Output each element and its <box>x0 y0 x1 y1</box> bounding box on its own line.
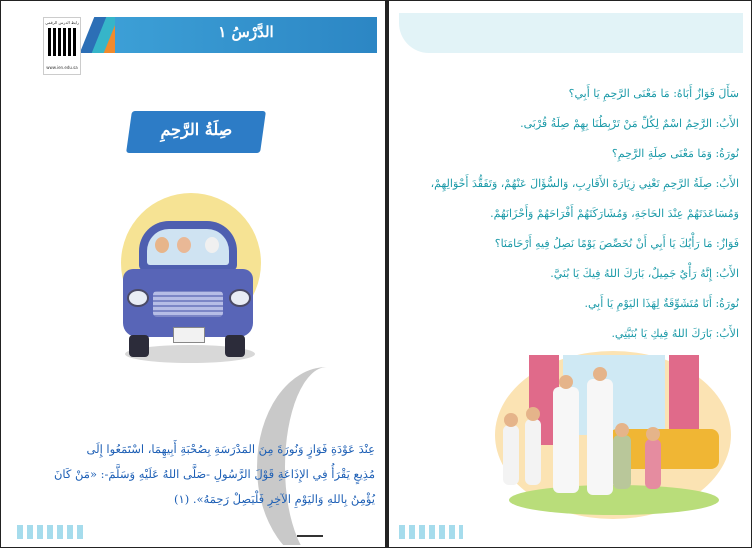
qr-url: www.ien.edu.sa <box>46 65 78 70</box>
page-header-banner <box>399 13 743 53</box>
page-divider <box>297 535 323 537</box>
intro-paragraph <box>19 437 375 512</box>
dialogue-text <box>399 79 739 349</box>
book-gutter <box>385 1 389 548</box>
dialogue-line: نُورَةُ: وَمَا مَعْنَى صِلَةِ الرَّحِمِ؟ <box>611 147 739 160</box>
paragraph-line: عِنْدَ عَوْدَةِ فَوَازٍ وَنُورَةَ مِنَ المَدْرَسَةِ بِصُحْبَةِ أَبِيهِمَا، اسْتَمَعُوا إِلَى <box>86 442 375 456</box>
qr-label: رابط الدرس الرقمي <box>45 20 79 25</box>
lesson-title: الدَّرْسُ ١ <box>218 23 274 41</box>
left-page <box>7 7 381 545</box>
dialogue-line: الأَبُ: صِلَةُ الرَّحِمِ تَعْنِي زِيَارَةَ الأَقَارِبِ، وَالسُّؤَالَ عَنْهُمْ، وَتَفَقُّدَ أَحْوَالِهِمْ، <box>430 177 739 190</box>
dialogue-line: الأَبُ: الرَّحِمُ اسْمٌ لِكُلِّ مَنْ تَرْبِطُنَا بِهِمْ صِلَةُ قُرْبَى. <box>520 117 739 130</box>
dialogue-line: سَأَلَ فَوَازٌ أَبَاهُ: مَا مَعْنَى الرَّحِمِ يَا أَبِي؟ <box>568 87 739 100</box>
lesson-header-bar <box>115 17 377 53</box>
decor-pattern <box>17 525 87 539</box>
dialogue-line: الأَبُ: إِنَّهُ رَأْيٌ جَمِيلٌ، بَارَكَ اللهُ فِيكَ يَا بُنَيَّ. <box>550 267 739 280</box>
dialogue-line: فَوَازٌ: مَا رَأْيُكَ يَا أَبِي أَنْ نُخَصِّصَ يَوْمًا نَصِلُ فِيهِ أَرْحَامَنَا؟ <box>494 237 739 250</box>
qr-code-icon <box>48 28 76 56</box>
section-heading: صِلَةُ الرَّحِمِ <box>160 120 233 139</box>
lesson-qr-code[interactable] <box>43 17 81 75</box>
dialogue-line: وَمُسَاعَدَتَهُمْ عِنْدَ الحَاجَةِ، وَمُشَارَكَتَهُمْ أَفْرَاحَهُمْ وَأَحْزَانَهُمْ. <box>490 207 739 220</box>
dialogue-line: الأَبُ: بَارَكَ اللهُ فِيكِ يَا بُنَيَّتِي. <box>611 327 739 340</box>
decor-pattern <box>399 525 463 539</box>
paragraph-line: مُذِيعٍ يَقْرَأُ فِي الإِذَاعَةِ قَوْلَ الرَّسُولِ -صَلَّى اللهُ عَلَيْهِ وَسَلَّمَ-: «مَنْ كَانَ <box>53 467 375 481</box>
dialogue-line: نُورَةُ: أَنَا مُتَشَوِّقَةٌ لِهَذَا اليَوْمِ يَا أَبِي. <box>584 297 739 310</box>
family-car-illustration <box>107 185 267 375</box>
right-page <box>393 7 747 545</box>
section-heading-card <box>126 111 266 153</box>
paragraph-line: يُؤْمِنُ بِاللهِ وَاليَوْمِ الآخِرِ فَلْيَصِلْ رَحِمَهُ». (١) <box>174 492 375 506</box>
family-visit-illustration <box>489 345 743 525</box>
